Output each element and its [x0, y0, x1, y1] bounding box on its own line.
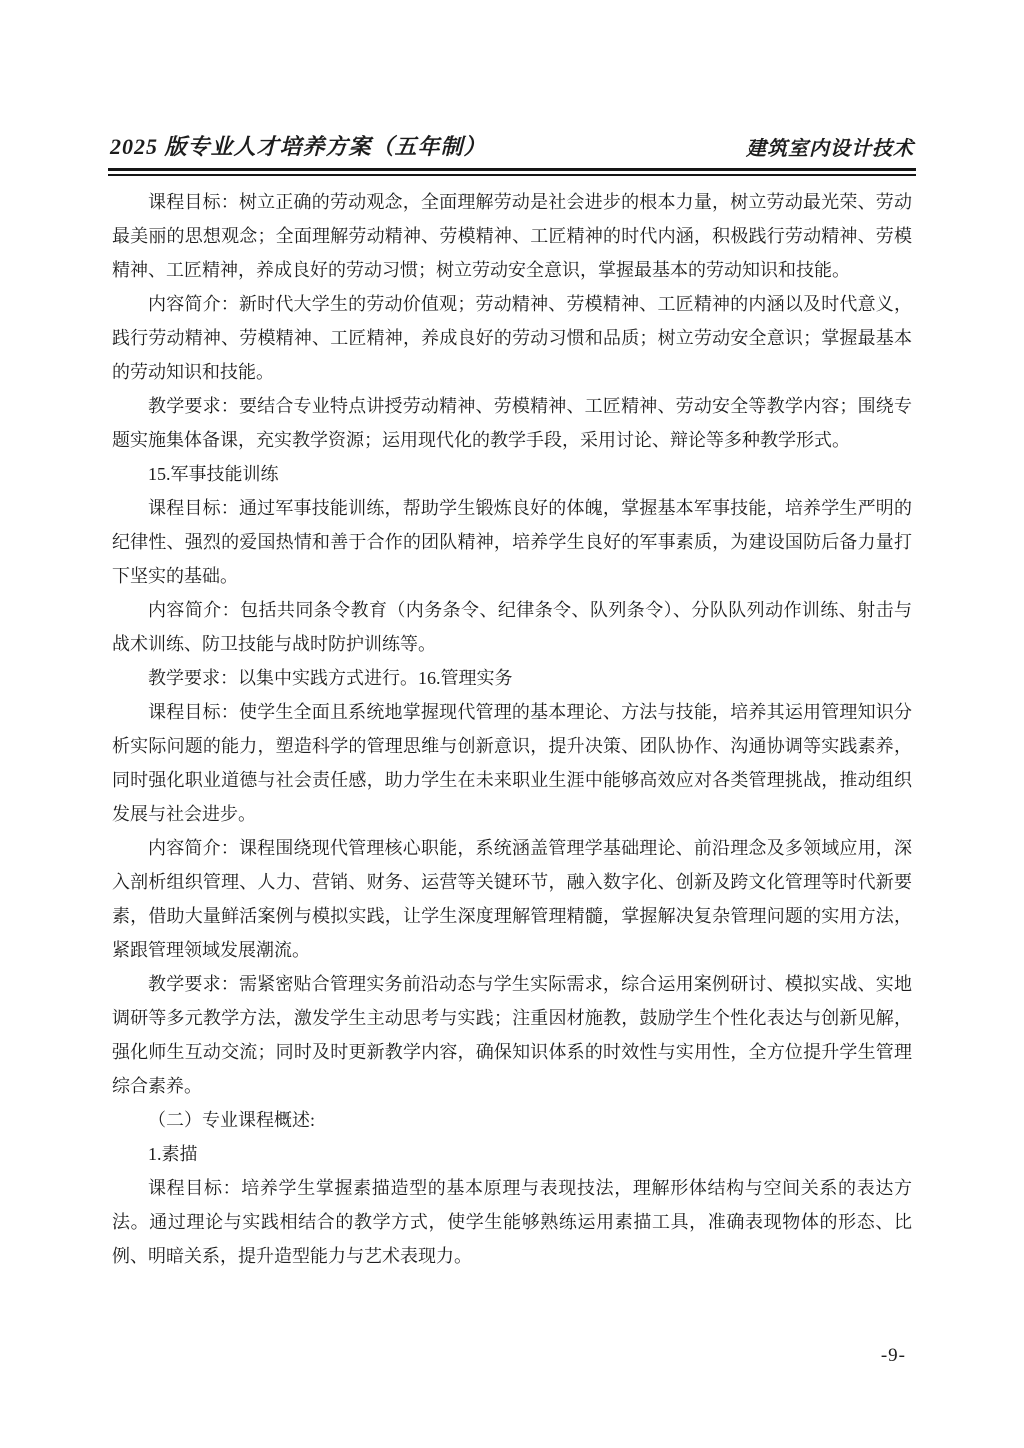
body-paragraph-teaching-requirements: 教学要求：要结合专业特点讲授劳动精神、劳模精神、工匠精神、劳动安全等教学内容；围绕专题实施集体备课，充实教学资源；运用现代化的教学手段，采用讨论、辩论等多种教学形式。 [112, 396, 912, 450]
body-paragraph-course-goal: 课程目标：通过军事技能训练，帮助学生锻炼良好的体魄，掌握基本军事技能，培养学生严明的纪律性、强烈的爱国热情和善于合作的团队精神，培养学生良好的军事素质，为建设国防后备力量打下坚实的基础。 [112, 498, 912, 586]
body-paragraph-content-intro: 内容简介：课程围绕现代管理核心职能，系统涵盖管理学基础理论、前沿理念及多领域应用，深入剖析组织管理、人力、营销、财务、运营等关键环节，融入数字化、创新及跨文化管理等时代新要素，借助大量鲜活案例与模拟实践，让学生深度理解管理精髓，掌握解决复杂管理问题的实用方法，紧跟管理领域发展潮流。 [112, 838, 912, 960]
header-right-title: 建筑室内设计技术 [746, 138, 914, 160]
body-paragraph-teaching-requirements: 教学要求：需紧密贴合管理实务前沿动态与学生实际需求，综合运用案例研讨、模拟实战、实地调研等多元教学方法，激发学生主动思考与实践；注重因材施教，鼓励学生个性化表达与创新见解，强化师生互动交流；同时及时更新教学内容，确保知识体系的时效性与实用性，全方位提升学生管理综合素养。 [112, 974, 912, 1096]
body-paragraph-course-goal: 课程目标：使学生全面且系统地掌握现代管理的基本理论、方法与技能，培养其运用管理知识分析实际问题的能力，塑造科学的管理思维与创新意识，提升决策、团队协作、沟通协调等实践素养，同时强化职业道德与社会责任感，助力学生在未来职业生涯中能够高效应对各类管理挑战，推动组织发展与社会进步。 [112, 702, 912, 824]
body-paragraph-content-intro: 内容简介：包括共同条令教育（内务条令、纪律条令、队列条令）、分队队列动作训练、射击与战术训练、防卫技能与战时防护训练等。 [112, 600, 912, 654]
page-number: -9- [880, 1345, 906, 1366]
body-paragraph-course-goal: 课程目标：培养学生掌握素描造型的基本原理与表现技法，理解形体结构与空间关系的表达方法。通过理论与实践相结合的教学方式，使学生能够熟练运用素描工具，准确表现物体的形态、比例、明暗关系，提升造型能力与艺术表现力。 [112, 1178, 912, 1266]
body-paragraph-content-intro: 内容简介：新时代大学生的劳动价值观；劳动精神、劳模精神、工匠精神的内涵以及时代意义，践行劳动精神、劳模精神、工匠精神，养成良好的劳动习惯和品质；树立劳动安全意识；掌握最基本的劳动知识和技能。 [112, 294, 912, 382]
page-header [110, 0, 914, 161]
body-paragraph-teaching-requirements-management: 教学要求：以集中实践方式进行。16.管理实务 [148, 668, 513, 688]
document-body [112, 185, 912, 1273]
course-item-heading-military-training: 15.军事技能训练 [148, 464, 279, 484]
header-left-title: 2025 版专业人才培养方案（五年制） [110, 134, 487, 159]
header-rule-bottom-line [108, 174, 916, 176]
body-paragraph-course-goal: 课程目标：树立正确的劳动观念，全面理解劳动是社会进步的根本力量，树立劳动最光荣、劳动最美丽的思想观念；全面理解劳动精神、劳模精神、工匠精神的时代内涵，积极践行劳动精神、劳模精神、工匠精神，养成良好的劳动习惯；树立劳动安全意识，掌握最基本的劳动知识和技能。 [112, 192, 912, 280]
course-item-heading-sketch: 1.素描 [148, 1144, 198, 1164]
header-rule [108, 168, 916, 176]
section-heading-professional-courses: （二）专业课程概述: [148, 1110, 316, 1130]
